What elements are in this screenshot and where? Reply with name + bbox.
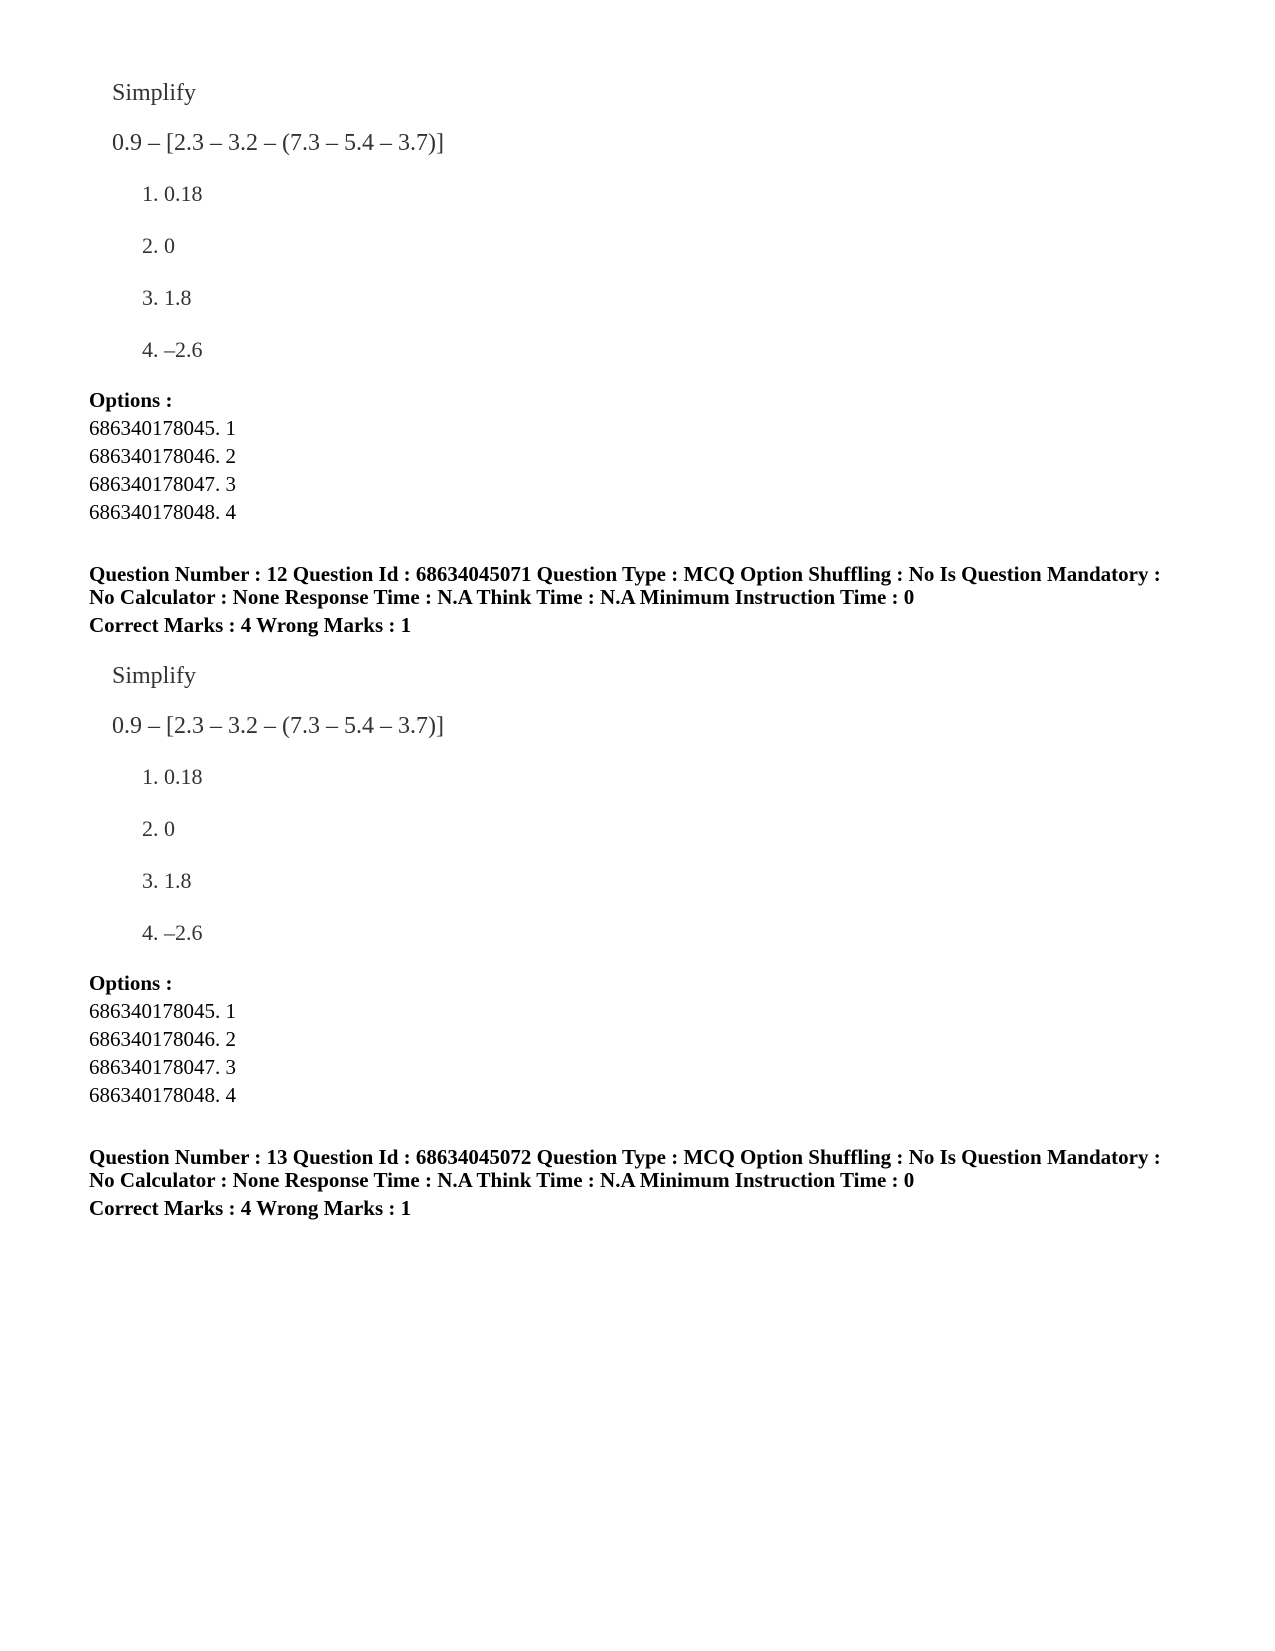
question-choices xyxy=(112,763,632,971)
question-meta-line: No Calculator : None Response Time : N.A Think Time : N.A Minimum Instruction Time : 0 xyxy=(89,1168,915,1192)
question-marks: Correct Marks : 4 Wrong Marks : 1 xyxy=(89,613,412,637)
question-choice: 3. 1.8 xyxy=(142,868,192,893)
question-image xyxy=(112,661,632,971)
option-item: 686340178047. 3 xyxy=(89,472,236,496)
question-expression: 0.9 – [2.3 – 3.2 – (7.3 – 5.4 – 3.7)] xyxy=(112,713,444,739)
option-item: 686340178048. 4 xyxy=(89,1083,236,1107)
question-choice: 2. 0 xyxy=(142,816,175,841)
question-instruction: Simplify xyxy=(112,80,197,106)
question-choice: 4. –2.6 xyxy=(142,337,203,362)
question-meta-line: Question Number : 13 Question Id : 68634045072 Question Type : MCQ Option Shuffling : No Is Question Mandatory : xyxy=(89,1145,1161,1169)
question-choice: 2. 0 xyxy=(142,233,175,258)
question-image xyxy=(112,78,632,388)
question-choice: 1. 0.18 xyxy=(142,181,203,206)
question-meta-13 xyxy=(89,1146,1199,1220)
question-meta-line: No Calculator : None Response Time : N.A Think Time : N.A Minimum Instruction Time : 0 xyxy=(89,585,915,609)
options-heading: Options : xyxy=(89,971,173,995)
option-item: 686340178045. 1 xyxy=(89,999,236,1023)
option-item: 686340178046. 2 xyxy=(89,1027,236,1051)
option-item: 686340178047. 3 xyxy=(89,1055,236,1079)
option-item: 686340178045. 1 xyxy=(89,416,236,440)
question-instruction: Simplify xyxy=(112,663,197,689)
options-list xyxy=(89,969,236,1109)
question-expression: 0.9 – [2.3 – 3.2 – (7.3 – 5.4 – 3.7)] xyxy=(112,130,444,156)
option-item: 686340178046. 2 xyxy=(89,444,236,468)
options-list xyxy=(89,386,236,526)
question-choice: 1. 0.18 xyxy=(142,764,203,789)
question-choice: 3. 1.8 xyxy=(142,285,192,310)
question-choice: 4. –2.6 xyxy=(142,920,203,945)
option-item: 686340178048. 4 xyxy=(89,500,236,524)
options-heading: Options : xyxy=(89,388,173,412)
question-meta-line: Question Number : 12 Question Id : 68634045071 Question Type : MCQ Option Shuffling : No Is Question Mandatory : xyxy=(89,562,1161,586)
question-meta-12 xyxy=(89,563,1199,637)
question-choices xyxy=(112,180,632,388)
question-marks: Correct Marks : 4 Wrong Marks : 1 xyxy=(89,1196,412,1220)
